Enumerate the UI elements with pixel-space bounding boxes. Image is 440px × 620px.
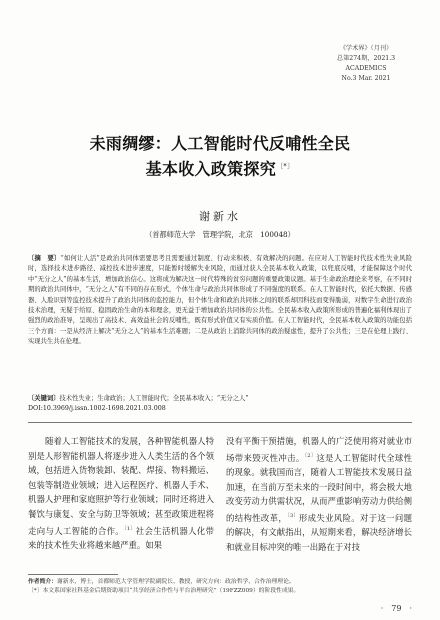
author-name: 谢新水 bbox=[199, 210, 241, 223]
journal-name: 《学术界》（月刊） bbox=[339, 45, 393, 52]
footnotes bbox=[28, 578, 412, 596]
title-line-1: 未雨绸缪：人工智能时代反哺性全民 bbox=[89, 134, 351, 153]
author-bio bbox=[28, 578, 412, 587]
abstract-label: 〔摘 要〕 bbox=[28, 255, 61, 262]
citation-marker[interactable]: 〔3〕 bbox=[287, 512, 299, 519]
fund-note-text: 本文系国家社科基金后期资助项目“共享经济合作性与平台治理研究”（19FZZ009）的阶段性成果。 bbox=[42, 588, 300, 594]
journal-name-en: ACADEMICS bbox=[345, 65, 387, 72]
author-affiliation: （首都师范大学 管理学院，北京 100048） bbox=[145, 230, 295, 239]
body-left-text: 随着人工智能技术的发展，各种智能机器人特别是人形智能机器人将逐步进入人类生活的各个领域，包括进入货物装卸、装配、焊接、物料搬运、包装等制造业领域；进入运程医疗、机器人手术、机器人护理和家庭照护等行业领域；同时还将进入餐饮与康复、安全与防卫等领域；甚至政策进程将走向与人工智能的合作。 bbox=[28, 436, 214, 536]
keywords-block bbox=[28, 394, 412, 415]
citation-marker[interactable]: 〔2〕 bbox=[304, 452, 317, 459]
author-bio-text: 谢新水，博士，首都师范大学管理学院副院长、教授，研究方向：政治哲学、合作治理理论。 bbox=[57, 579, 295, 585]
journal-issue-en: No.3 Mar. 2021 bbox=[341, 75, 391, 82]
fund-note-label: 〔*〕 bbox=[28, 588, 43, 594]
abstract-text: “如何让人活”是政治共同体需要思考且需要通过制度、行动来积极、有效解决的问题。在应对人工智能时代技术性失业风险时，选择技术进步路径、减控技术进步速度，只能暂时缓解失业风险，而通过获人全民基本收入政策，以兜底反哺，才能保障这个时代中“无分之人”的基本生活，增加政治信心。这将成为解决这一时代特殊的贫穷问题的重要政策议题。基于生命政治理论来考察，在不同时期的政治共同体中，“无分之人”有不同的存在形式，个体生命与政治共同体形成了不同强度的联系。在人工智能时代，依托大数据、传感器、人脸识别等监控技术提升了政治共同体的监控能力，但个体生命和政治共同体之间的联系却因科技而变得脆弱，对数字生命进行政治技术治理，无疑于给原、稳固政治生命的本和理念，更无益于增加政治共同体的公共性。全民基本收入政策所形成的普遍化福利体现出了强烈的政治准导，呈现出了高技术、高效益社会的反哺性，既有形式价值又有实质价值。在人工智能时代，全民基本收入政策的功能包括三个方面：一是从经济上解决“无分之人”的基本生活难题；二是从政治上消除共同体的政治疑虑性，提升了公共性；三是在伦理上践行、实现共生共在伦理。 bbox=[28, 255, 412, 346]
journal-issue: 总第274期，2021.3 bbox=[336, 55, 396, 62]
title-line-2-text: 基本收入政策探究 bbox=[145, 159, 276, 179]
footnote-divider bbox=[28, 574, 118, 575]
body-right-text-3: 形成失业风险。对于这一问题的解决，有文献指出，从短期来看，解决经济增长和就业目标冲突的唯一出路在于对技 bbox=[226, 512, 413, 552]
body-column-right bbox=[226, 434, 412, 554]
doi[interactable]: DOI:10.3969/j.issn.1002-1698.2021.03.008 bbox=[28, 405, 166, 413]
journal-info bbox=[318, 44, 414, 84]
section-divider bbox=[28, 422, 412, 423]
author-bio-label: 作者简介： bbox=[28, 579, 57, 585]
abstract bbox=[28, 254, 412, 348]
body-right-text-1: 没有平衡干预措施，机器人的广泛使用将对就业市场带来毁灭性冲击。 bbox=[226, 436, 412, 463]
page-number: · 79 · bbox=[380, 604, 412, 613]
title-line-2 bbox=[28, 155, 412, 180]
citation-marker[interactable]: 〔1〕 bbox=[124, 525, 136, 532]
keywords bbox=[28, 394, 412, 404]
article-title bbox=[28, 132, 412, 180]
keywords-text: 技术性失业；生命政治；人工智能时代；全民基本收入；“无分之人” bbox=[59, 395, 249, 402]
body-right-text-2: 这是人工智能时代全球性的现象。就我国而言，随着人工智能技术发展日益加速，在当前万至未来的一段时间中，将会极大地改变劳动力供需状况，从而严重影响劳动力供给侧的结构性改革， bbox=[226, 452, 413, 523]
title-footnote-marker[interactable]: 〔*〕 bbox=[276, 162, 295, 170]
keywords-label: 〔关键词〕 bbox=[28, 395, 60, 402]
fund-note bbox=[28, 587, 412, 596]
body-column-left bbox=[28, 434, 214, 553]
body-left-tail: 社会生活机器人化带来的技术性失业将越来越严重。如果 bbox=[28, 525, 214, 550]
